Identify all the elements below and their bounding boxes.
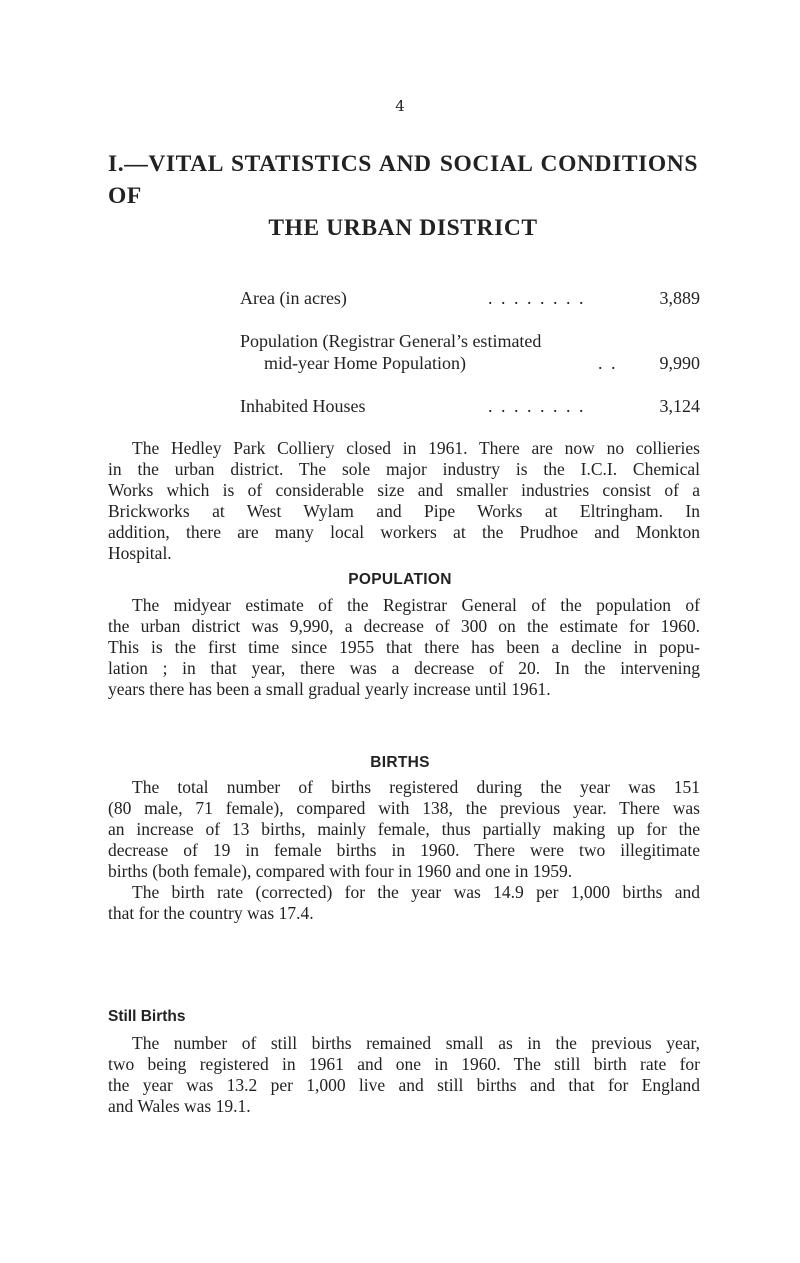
paragraph-line: an increase of 13 births, mainly female, thus partially making up for the (108, 819, 700, 839)
stat-value-area: 3,889 (659, 288, 700, 308)
paragraph-line: The number of still births remained small as in the previous year, (132, 1033, 700, 1053)
births-paragraph (108, 777, 700, 924)
paragraph-line: the urban district was 9,990, a decrease of 300 on the estimate for 1960. (108, 616, 700, 636)
paragraph-line: the year was 13.2 per 1,000 live and still births and that for England (108, 1075, 700, 1095)
section-heading-still-births: Still Births (108, 1008, 186, 1025)
stat-row-houses (240, 395, 700, 417)
paragraph-line: that for the country was 17.4. (108, 903, 314, 923)
intro-paragraph (108, 438, 700, 564)
stat-label-houses: Inhabited Houses (240, 396, 366, 416)
section-heading-births: BIRTHS (370, 754, 430, 771)
paragraph-line: lation ; in that year, there was a decrease of 20. In the intervening (108, 658, 700, 678)
paragraph-line: Hospital. (108, 543, 172, 563)
paragraph-line: decrease of 19 in female births in 1960. There were two illegitimate (108, 840, 700, 860)
paragraph-line: The midyear estimate of the Registrar General of the population of (132, 595, 700, 615)
stat-row-population (240, 330, 700, 374)
stat-value-houses: 3,124 (659, 396, 700, 416)
paragraph-line: Works which is of considerable size and smaller industries consist of a (108, 480, 700, 500)
stat-value-population: 9,990 (659, 353, 700, 373)
stat-leader-dots: . . . . . . . . (488, 288, 586, 308)
population-paragraph (108, 595, 700, 700)
stat-label-population-line-1: Population (Registrar General’s estimated (240, 331, 542, 351)
still-births-paragraph (108, 1033, 700, 1117)
stat-label-population (240, 330, 541, 374)
page-title (108, 148, 698, 244)
stat-label-population-line-2: mid-year Home Population) (264, 353, 466, 373)
stat-row-area (240, 287, 700, 309)
paragraph-line: The birth rate (corrected) for the year was 14.9 per 1,000 births and (132, 882, 700, 902)
paragraph-line: The Hedley Park Colliery closed in 1961. There are now no collieries (132, 438, 700, 458)
paragraph-line: and Wales was 19.1. (108, 1096, 251, 1116)
page-title-line-2: THE URBAN DISTRICT (268, 215, 538, 241)
page-number: 4 (395, 97, 405, 115)
stat-leader-dots: . . (598, 353, 618, 373)
paragraph-line: years there has been a small gradual yearly increase until 1961. (108, 679, 551, 699)
paragraph-line: (80 male, 71 female), compared with 138, the previous year. There was (108, 798, 700, 818)
page-title-line-1: I.—VITAL STATISTICS AND SOCIAL CONDITIONS OF (108, 151, 698, 209)
paragraph-line: This is the first time since 1955 that there has been a decline in popu- (108, 637, 700, 657)
section-heading-population: POPULATION (348, 571, 452, 588)
stat-leader-dots: . . . . . . . . (488, 396, 586, 416)
paragraph-line: Brickworks at West Wylam and Pipe Works at Eltringham. In (108, 501, 700, 521)
stat-label-area: Area (in acres) (240, 288, 347, 308)
paragraph-line: two being registered in 1961 and one in 1960. The still birth rate for (108, 1054, 700, 1074)
paragraph-line: in the urban district. The sole major industry is the I.C.I. Chemical (108, 459, 700, 479)
paragraph-line: The total number of births registered during the year was 151 (132, 777, 700, 797)
paragraph-line: addition, there are many local workers at the Prudhoe and Monkton (108, 522, 700, 542)
paragraph-line: births (both female), compared with four in 1960 and one in 1959. (108, 861, 573, 881)
